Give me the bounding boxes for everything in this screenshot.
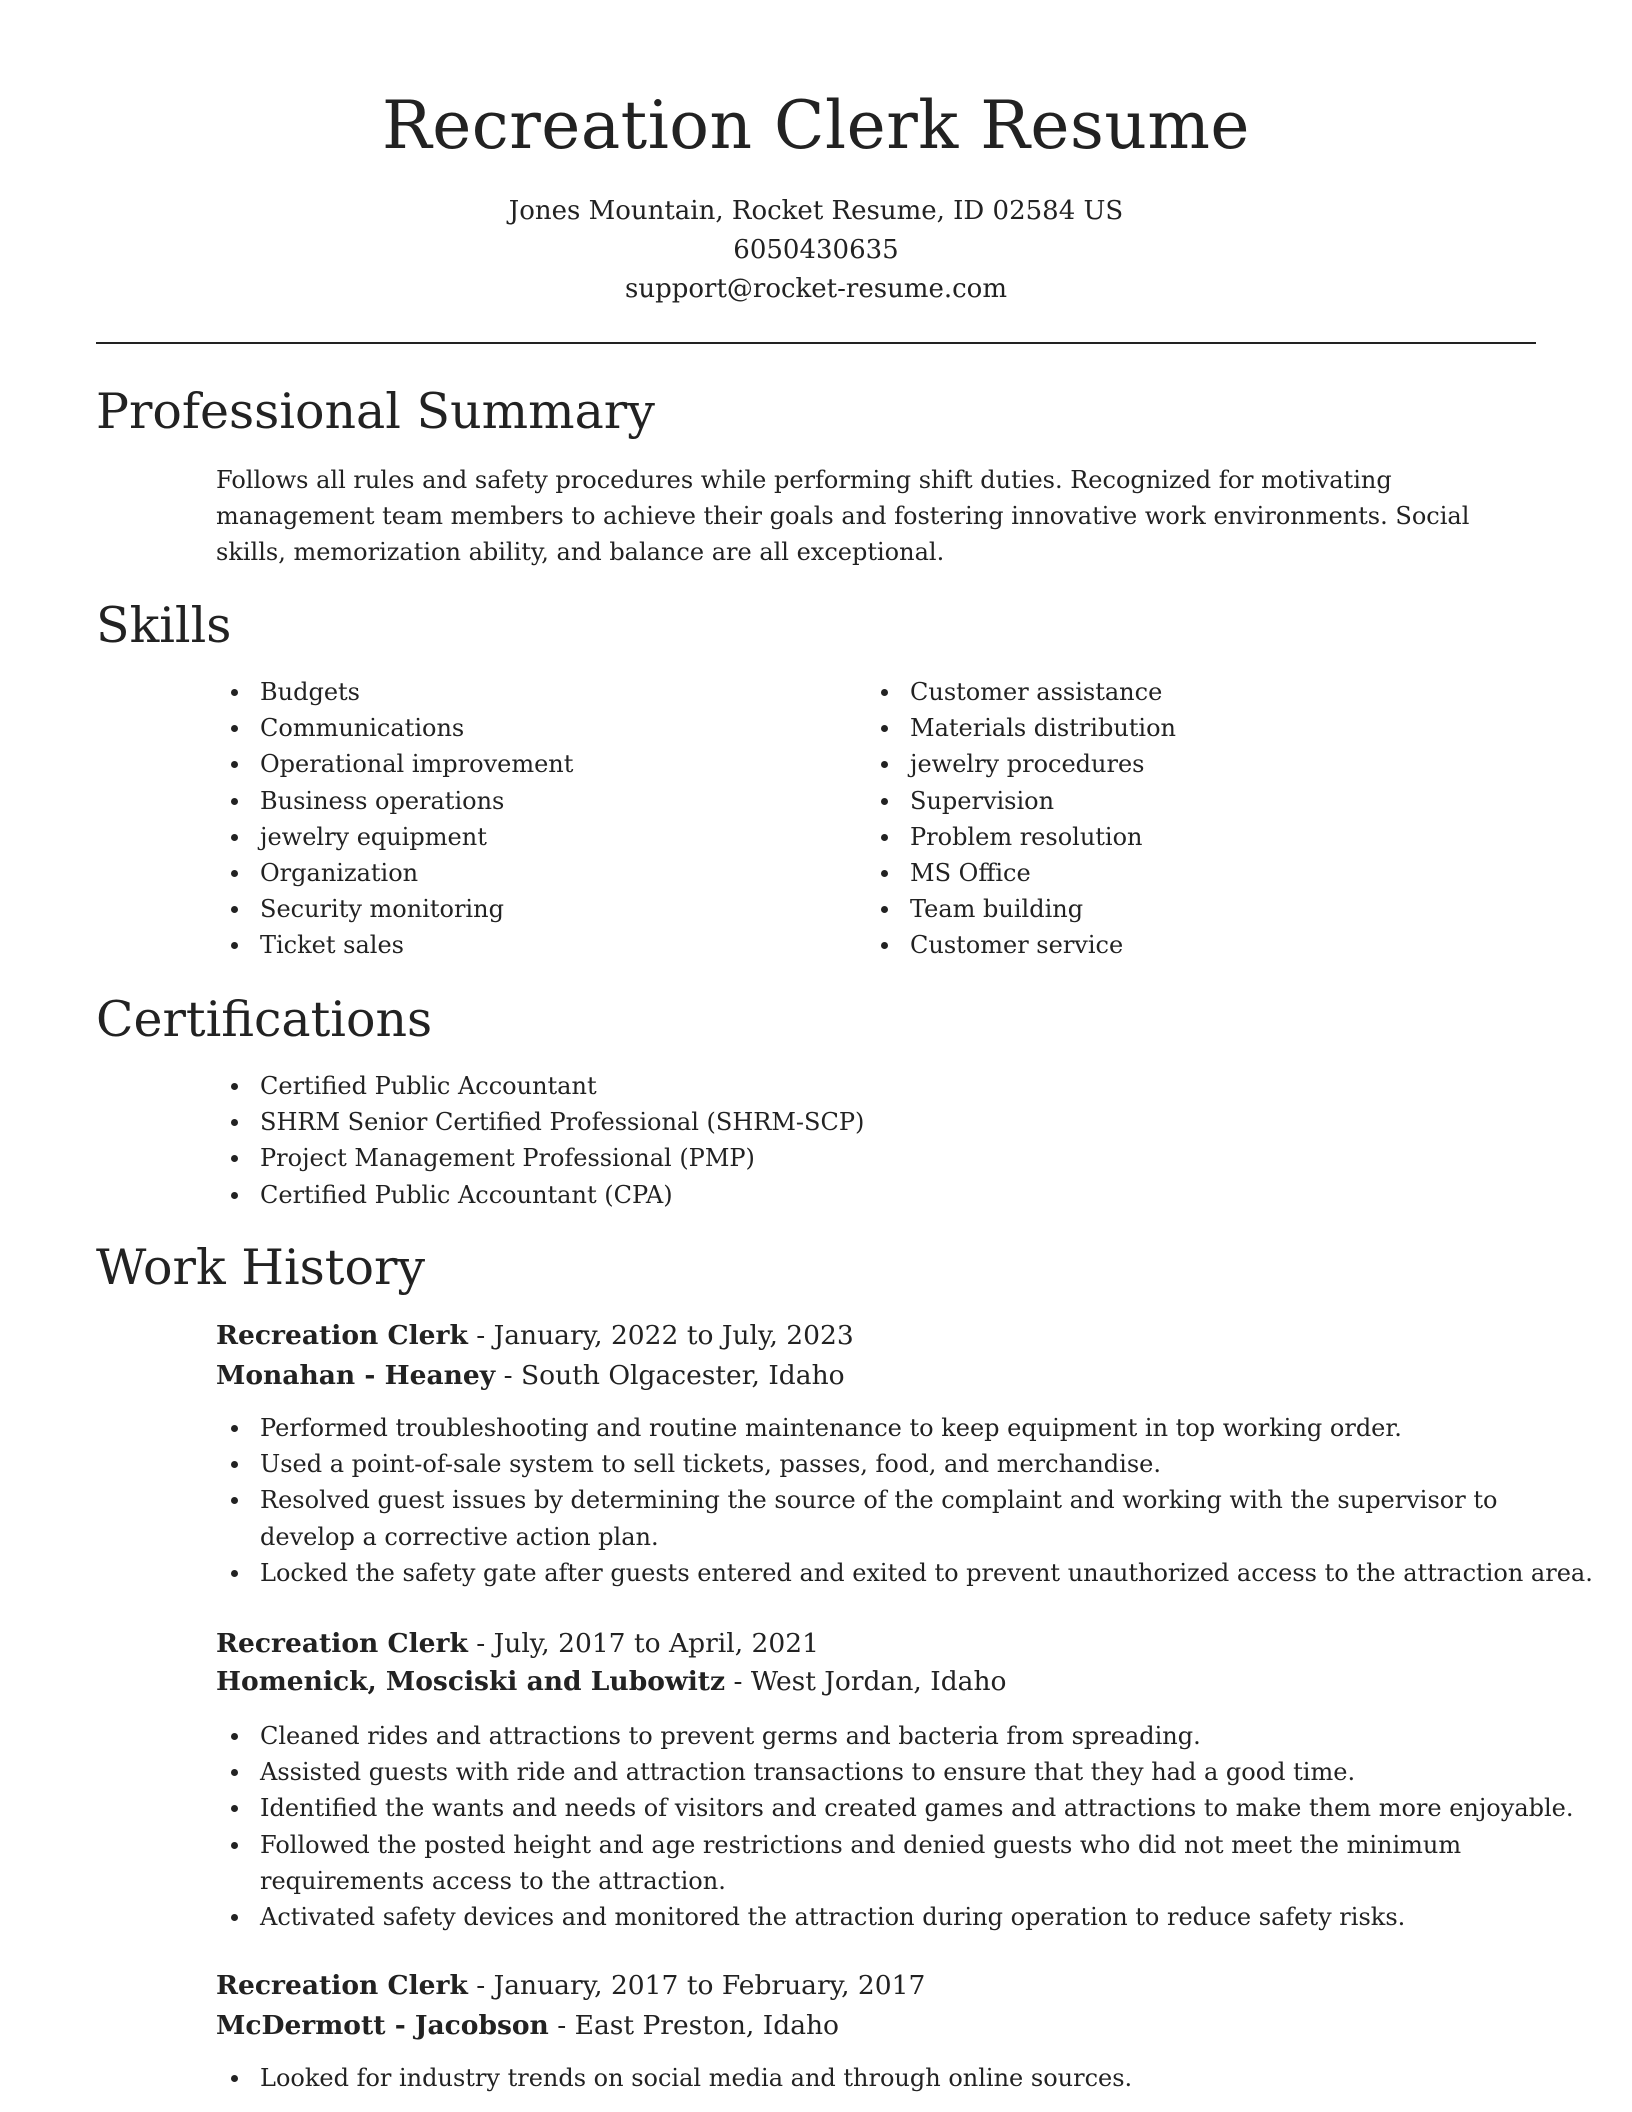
certification-item: Certified Public Accountant [216,1068,864,1104]
skill-item: Operational improvement [216,746,573,782]
header-divider [96,342,1536,344]
skill-item: Security monitoring [216,891,573,927]
skill-item: jewelry procedures [866,746,1176,782]
job-company-line [216,1356,845,1396]
certification-item: Certified Public Accountant (CPA) [216,1177,864,1213]
work-history-heading: Work History [96,1239,426,1296]
contact-info [0,192,1632,309]
job-bullet: Performed troubleshooting and routine maintenance to keep equipment in top working order. [216,1410,1548,1446]
skill-item: Team building [866,891,1176,927]
job-company: McDermott - Jacobson [216,2010,549,2041]
job-location: - East Preston, Idaho [548,2010,840,2041]
job-role: Recreation Clerk [216,1628,468,1659]
skill-item: Materials distribution [866,710,1176,746]
job-bullet: Assisted guests with ride and attraction transactions to ensure that they had a good time. [216,1754,1548,1790]
skills-heading: Skills [96,597,232,654]
skill-item: Customer assistance [866,674,1176,710]
skills-list-right [866,674,1176,964]
skill-item: Problem resolution [866,819,1176,855]
summary-text: Follows all rules and safety procedures while performing shift duties. Recognized for motivating management team members to achieve their goals and fostering innovative work environments. Social skills, memorization ability, and balance are all exceptional. [216,466,1470,566]
job-company-line [216,1662,1007,1702]
job-bullet: Activated safety devices and monitored the attraction during operation to reduce safety risks. [216,1899,1548,1935]
job-bullet: Resolved guest issues by determining the source of the complaint and working with the supervisor to develop a corrective action plan. [216,1482,1548,1554]
job-bullet: Locked the safety gate after guests entered and exited to prevent unauthorized access to the attraction area. [216,1555,1548,1591]
job-dates: - January, 2017 to February, 2017 [467,1970,926,2001]
contact-phone: 6050430635 [733,235,899,265]
job-bullet: Identified the wants and needs of visitors and created games and attractions to make them more enjoyable. [216,1790,1548,1826]
job-location: - West Jordan, Idaho [725,1666,1007,1697]
skill-item: Communications [216,710,573,746]
job-bullets [216,1718,1574,1935]
resume-header [0,84,1632,309]
job-bullet: Followed the posted height and age restrictions and denied guests who did not meet the minimum requirements access to the attraction. [216,1827,1548,1899]
skill-item: Business operations [216,783,573,819]
contact-email: support@rocket-resume.com [624,274,1007,304]
job-dates: - January, 2022 to July, 2023 [467,1320,854,1351]
skill-item: Budgets [216,674,573,710]
resume-name: Recreation Clerk Resume [382,87,1250,164]
job-title-line [216,1624,819,1664]
skills-list-left [216,674,573,964]
skill-item: Customer service [866,927,1176,963]
job-bullet: Cleaned rides and attractions to prevent germs and bacteria from spreading. [216,1718,1548,1754]
job-role: Recreation Clerk [216,1970,468,2001]
contact-address: Jones Mountain, Rocket Resume, ID 02584 US [508,196,1124,226]
job-dates: - July, 2017 to April, 2021 [467,1628,819,1659]
job-company: Monahan - Heaney [216,1360,496,1391]
certification-item: SHRM Senior Certified Professional (SHRM-SCP) [216,1104,864,1140]
job-bullets [216,1410,1593,1591]
skill-item: Organization [216,855,573,891]
skill-item: Supervision [866,783,1176,819]
certifications-list [216,1068,864,1213]
skill-item: MS Office [866,855,1176,891]
job-title-line [216,1316,854,1356]
job-bullets [216,2060,1548,2096]
certifications-heading: Certifications [96,991,433,1048]
job-bullet: Looked for industry trends on social media and through online sources. [216,2060,1548,2096]
job-company-line [216,2006,839,2046]
job-company: Homenick, Mosciski and Lubowitz [216,1666,726,1697]
job-title-line [216,1966,925,2006]
summary-heading: Professional Summary [96,383,655,440]
job-role: Recreation Clerk [216,1320,468,1351]
certification-item: Project Management Professional (PMP) [216,1140,864,1176]
skill-item: Ticket sales [216,927,573,963]
job-location: - South Olgacester, Idaho [495,1360,845,1391]
skill-item: jewelry equipment [216,819,573,855]
job-bullet: Used a point-of-sale system to sell tickets, passes, food, and merchandise. [216,1446,1548,1482]
